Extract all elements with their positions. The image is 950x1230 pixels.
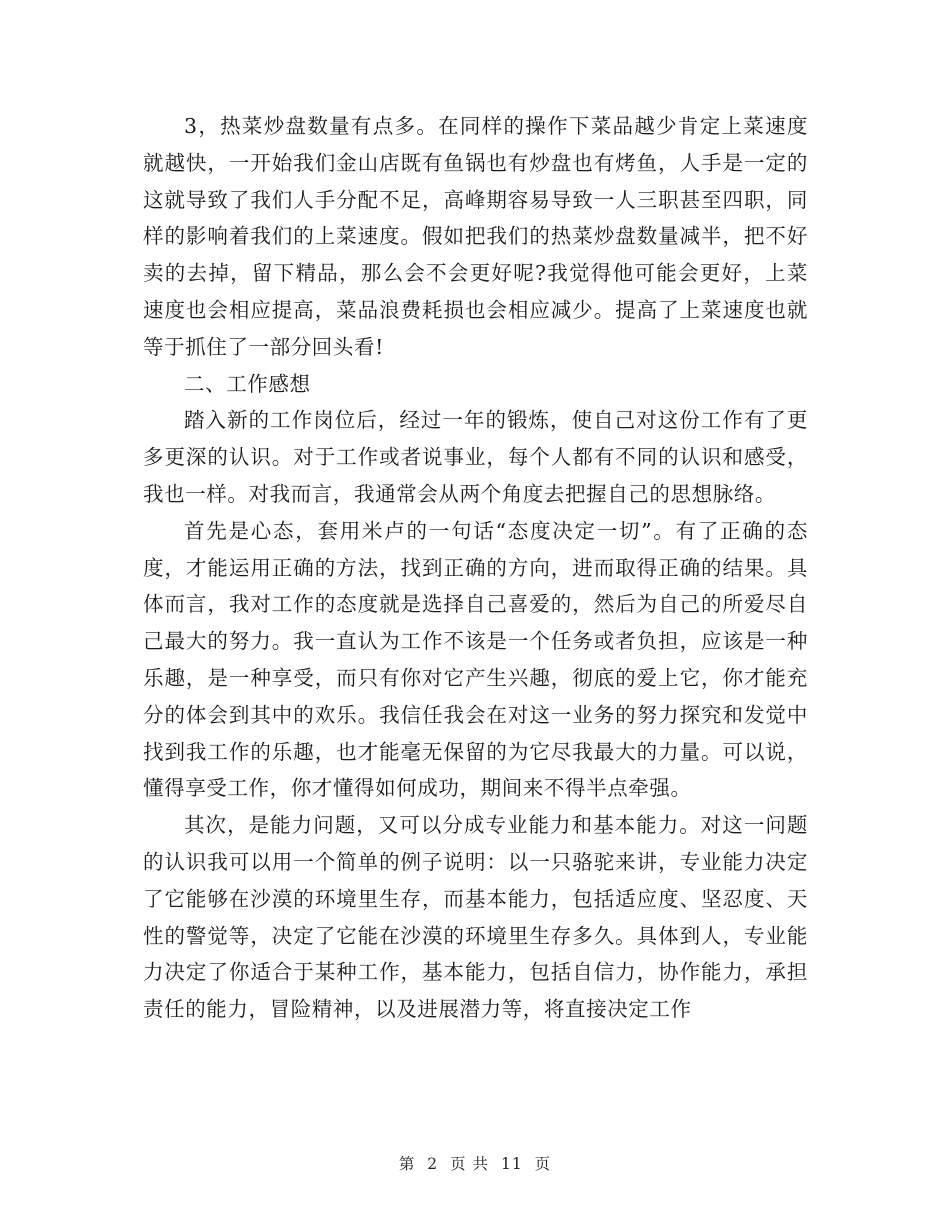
document-body [143, 108, 808, 1028]
footer-prefix: 第 [398, 1155, 416, 1173]
paragraph-hot-dishes: 3，热菜炒盘数量有点多。在同样的操作下菜品越少肯定上菜速度就越快，一开始我们金山店既有鱼锅也有炒盘也有烤鱼，人手是一定的这就导致了我们人手分配不足，高峰期容易导致一人三职甚至四职，同样的影响着我们的上菜速度。假如把我们的热菜炒盘数量减半，把不好卖的去掉，留下精品，那么会不会更好呢?我觉得他可能会更好，上菜速度也会相应提高，菜品浪费耗损也会相应减少。提高了上菜速度也就等于抓住了一部分回头看! [143, 114, 808, 359]
footer-suffix: 页 [534, 1155, 552, 1173]
section-heading-work-reflections: 二、工作感想 [184, 371, 311, 396]
paragraph-attitude: 首先是心态，套用米卢的一句话“态度决定一切”。有了正确的态度，才能运用正确的方法，找到正确的方向，进而取得正确的结果。具体而言，我对工作的态度就是选择自己喜爱的，然后为自己的所爱尽自己最大的努力。我一直认为工作不该是一个任务或者负担，应该是一种乐趣，是一种享受，而只有你对它产生兴趣，彻底的爱上它，你才能充分的体会到其中的欢乐。我信任我会在对这一业务的努力探究和发觉中找到我工作的乐趣，也才能毫无保留的为它尽我最大的力量。可以说，懂得享受工作，你才懂得如何成功，期间来不得半点牵强。 [143, 518, 808, 801]
footer-middle: 页 共 [450, 1155, 490, 1173]
page-footer [0, 1152, 950, 1176]
footer-current-page: 2 [427, 1155, 439, 1173]
paragraph-new-position: 踏入新的工作岗位后，经过一年的锻炼，使自己对这份工作有了更多更深的认识。对于工作或者说事业，每个人都有不同的认识和感受，我也一样。对我而言，我通常会从两个角度去把握自己的思想脉络。 [143, 408, 808, 506]
footer-total-pages: 11 [500, 1155, 523, 1173]
paragraph-ability: 其次，是能力问题，又可以分成专业能力和基本能力。对这一问题的认识我可以用一个简单的例子说明：以一只骆驼来讲，专业能力决定了它能够在沙漠的环境里生存，而基本能力，包括适应度、坚忍度、天性的警觉等，决定了它能在沙漠的环境里生存多久。具体到人，专业能力决定了你适合于某种工作，基本能力，包括自信力，协作能力，承担责任的能力，冒险精神，以及进展潜力等，将直接决定工作 [143, 813, 808, 1022]
